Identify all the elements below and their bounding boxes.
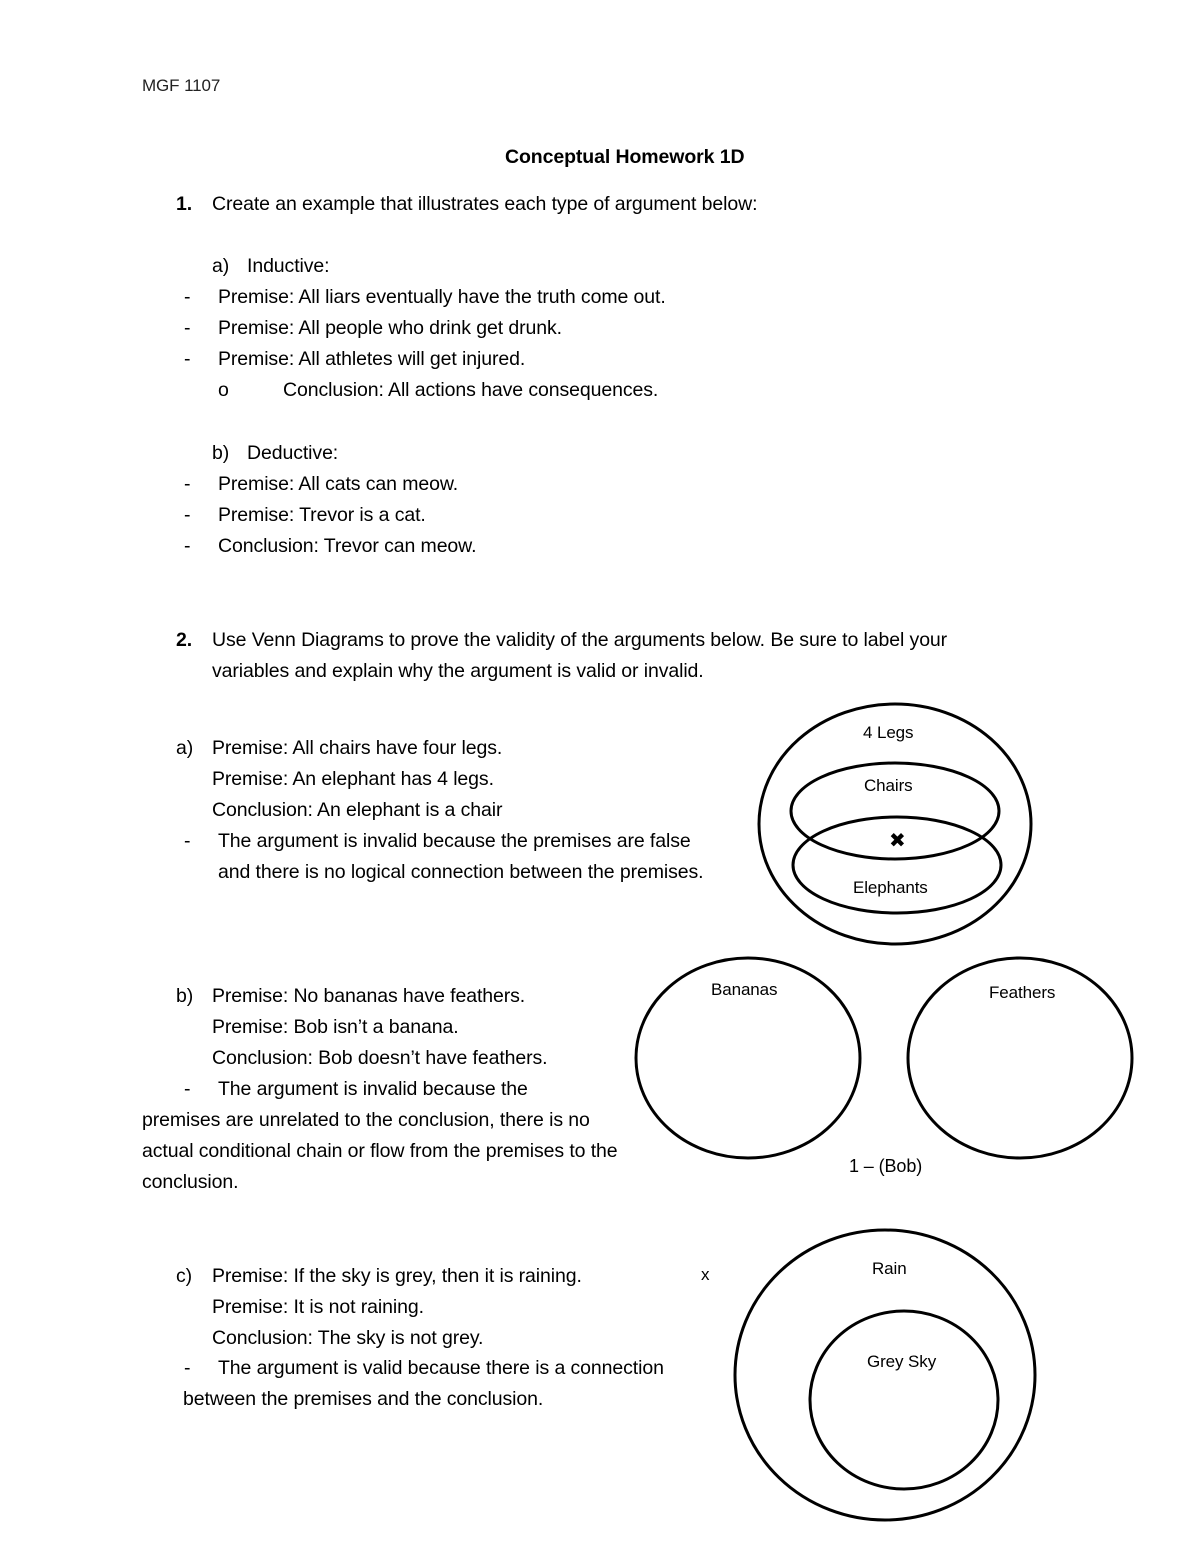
q2b-explanation: conclusion. bbox=[142, 1171, 239, 1193]
q1a-conclusion: Conclusion: All actions have consequences. bbox=[283, 379, 659, 401]
label-grey-sky: Grey Sky bbox=[867, 1352, 937, 1371]
label-feathers: Feathers bbox=[989, 983, 1056, 1002]
course-code: MGF 1107 bbox=[142, 76, 221, 95]
bullet-dash: - bbox=[184, 473, 191, 495]
bullet-dash: - bbox=[184, 504, 191, 526]
q2c-line: Premise: It is not raining. bbox=[212, 1296, 424, 1318]
bullet-dash: - bbox=[184, 317, 191, 339]
label-rain: Rain bbox=[872, 1259, 907, 1278]
label-4-legs: 4 Legs bbox=[863, 723, 914, 742]
q2b-marker: b) bbox=[176, 985, 194, 1007]
label-elephants: Elephants bbox=[853, 878, 928, 897]
q2b-explanation: premises are unrelated to the conclusion, there is no bbox=[142, 1109, 590, 1131]
q1-prompt: Create an example that illustrates each type of argument below: bbox=[212, 193, 758, 215]
q2-prompt-line1: Use Venn Diagrams to prove the validity of the arguments below. Be sure to label your bbox=[212, 629, 948, 651]
q2c-line: Conclusion: The sky is not grey. bbox=[212, 1327, 484, 1349]
q1a-line: Premise: All athletes will get injured. bbox=[218, 348, 526, 370]
bullet-dash: - bbox=[184, 286, 191, 308]
q2c-line: Premise: If the sky is grey, then it is raining. bbox=[212, 1265, 582, 1287]
bullet-dash: - bbox=[184, 535, 191, 557]
q2b-explanation: actual conditional chain or flow from the premises to the bbox=[142, 1140, 618, 1162]
page-title: Conceptual Homework 1D bbox=[505, 146, 745, 168]
bullet-dash: - bbox=[184, 1078, 191, 1100]
q1b-line: Premise: All cats can meow. bbox=[218, 473, 459, 495]
sub-bullet: o bbox=[218, 379, 229, 401]
q1b-marker: b) bbox=[212, 442, 230, 464]
q1a-label: Inductive: bbox=[247, 255, 330, 277]
q2b-line: Premise: Bob isn’t a banana. bbox=[212, 1016, 459, 1038]
q2a-line: Conclusion: An elephant is a chair bbox=[212, 799, 503, 821]
q2c-explanation: The argument is valid because there is a connection bbox=[218, 1357, 664, 1379]
x-mark: x bbox=[701, 1265, 710, 1284]
q2c-marker: c) bbox=[176, 1265, 193, 1287]
q1a-line: Premise: All liars eventually have the truth come out. bbox=[218, 286, 666, 308]
q2a-line: Premise: All chairs have four legs. bbox=[212, 737, 503, 759]
q2a-explanation: and there is no logical connection between the premises. bbox=[218, 861, 704, 883]
q2a-explanation: The argument is invalid because the premises are false bbox=[218, 830, 691, 852]
q1b-line: Conclusion: Trevor can meow. bbox=[218, 535, 477, 557]
q2-number: 2. bbox=[176, 629, 193, 651]
q1b-line: Premise: Trevor is a cat. bbox=[218, 504, 426, 526]
cross-mark-icon: ✖ bbox=[889, 830, 906, 852]
q1b-label: Deductive: bbox=[247, 442, 339, 464]
q2b-line: Premise: No bananas have feathers. bbox=[212, 985, 526, 1007]
bullet-dash: - bbox=[184, 348, 191, 370]
q2-prompt-line2: variables and explain why the argument is valid or invalid. bbox=[212, 660, 704, 682]
label-bob: 1 – (Bob) bbox=[849, 1156, 923, 1176]
q1a-line: Premise: All people who drink get drunk. bbox=[218, 317, 562, 339]
bullet-dash: - bbox=[184, 1357, 191, 1379]
q2a-marker: a) bbox=[176, 737, 194, 759]
circle-grey-sky bbox=[810, 1311, 998, 1489]
label-chairs: Chairs bbox=[864, 776, 913, 795]
q2b-line: Conclusion: Bob doesn’t have feathers. bbox=[212, 1047, 548, 1069]
q2c-explanation: between the premises and the conclusion. bbox=[183, 1388, 544, 1410]
bullet-dash: - bbox=[184, 830, 191, 852]
q1-number: 1. bbox=[176, 193, 193, 215]
q2a-line: Premise: An elephant has 4 legs. bbox=[212, 768, 494, 790]
label-bananas: Bananas bbox=[711, 980, 778, 999]
q2b-explanation: The argument is invalid because the bbox=[218, 1078, 528, 1100]
q1a-marker: a) bbox=[212, 255, 230, 277]
